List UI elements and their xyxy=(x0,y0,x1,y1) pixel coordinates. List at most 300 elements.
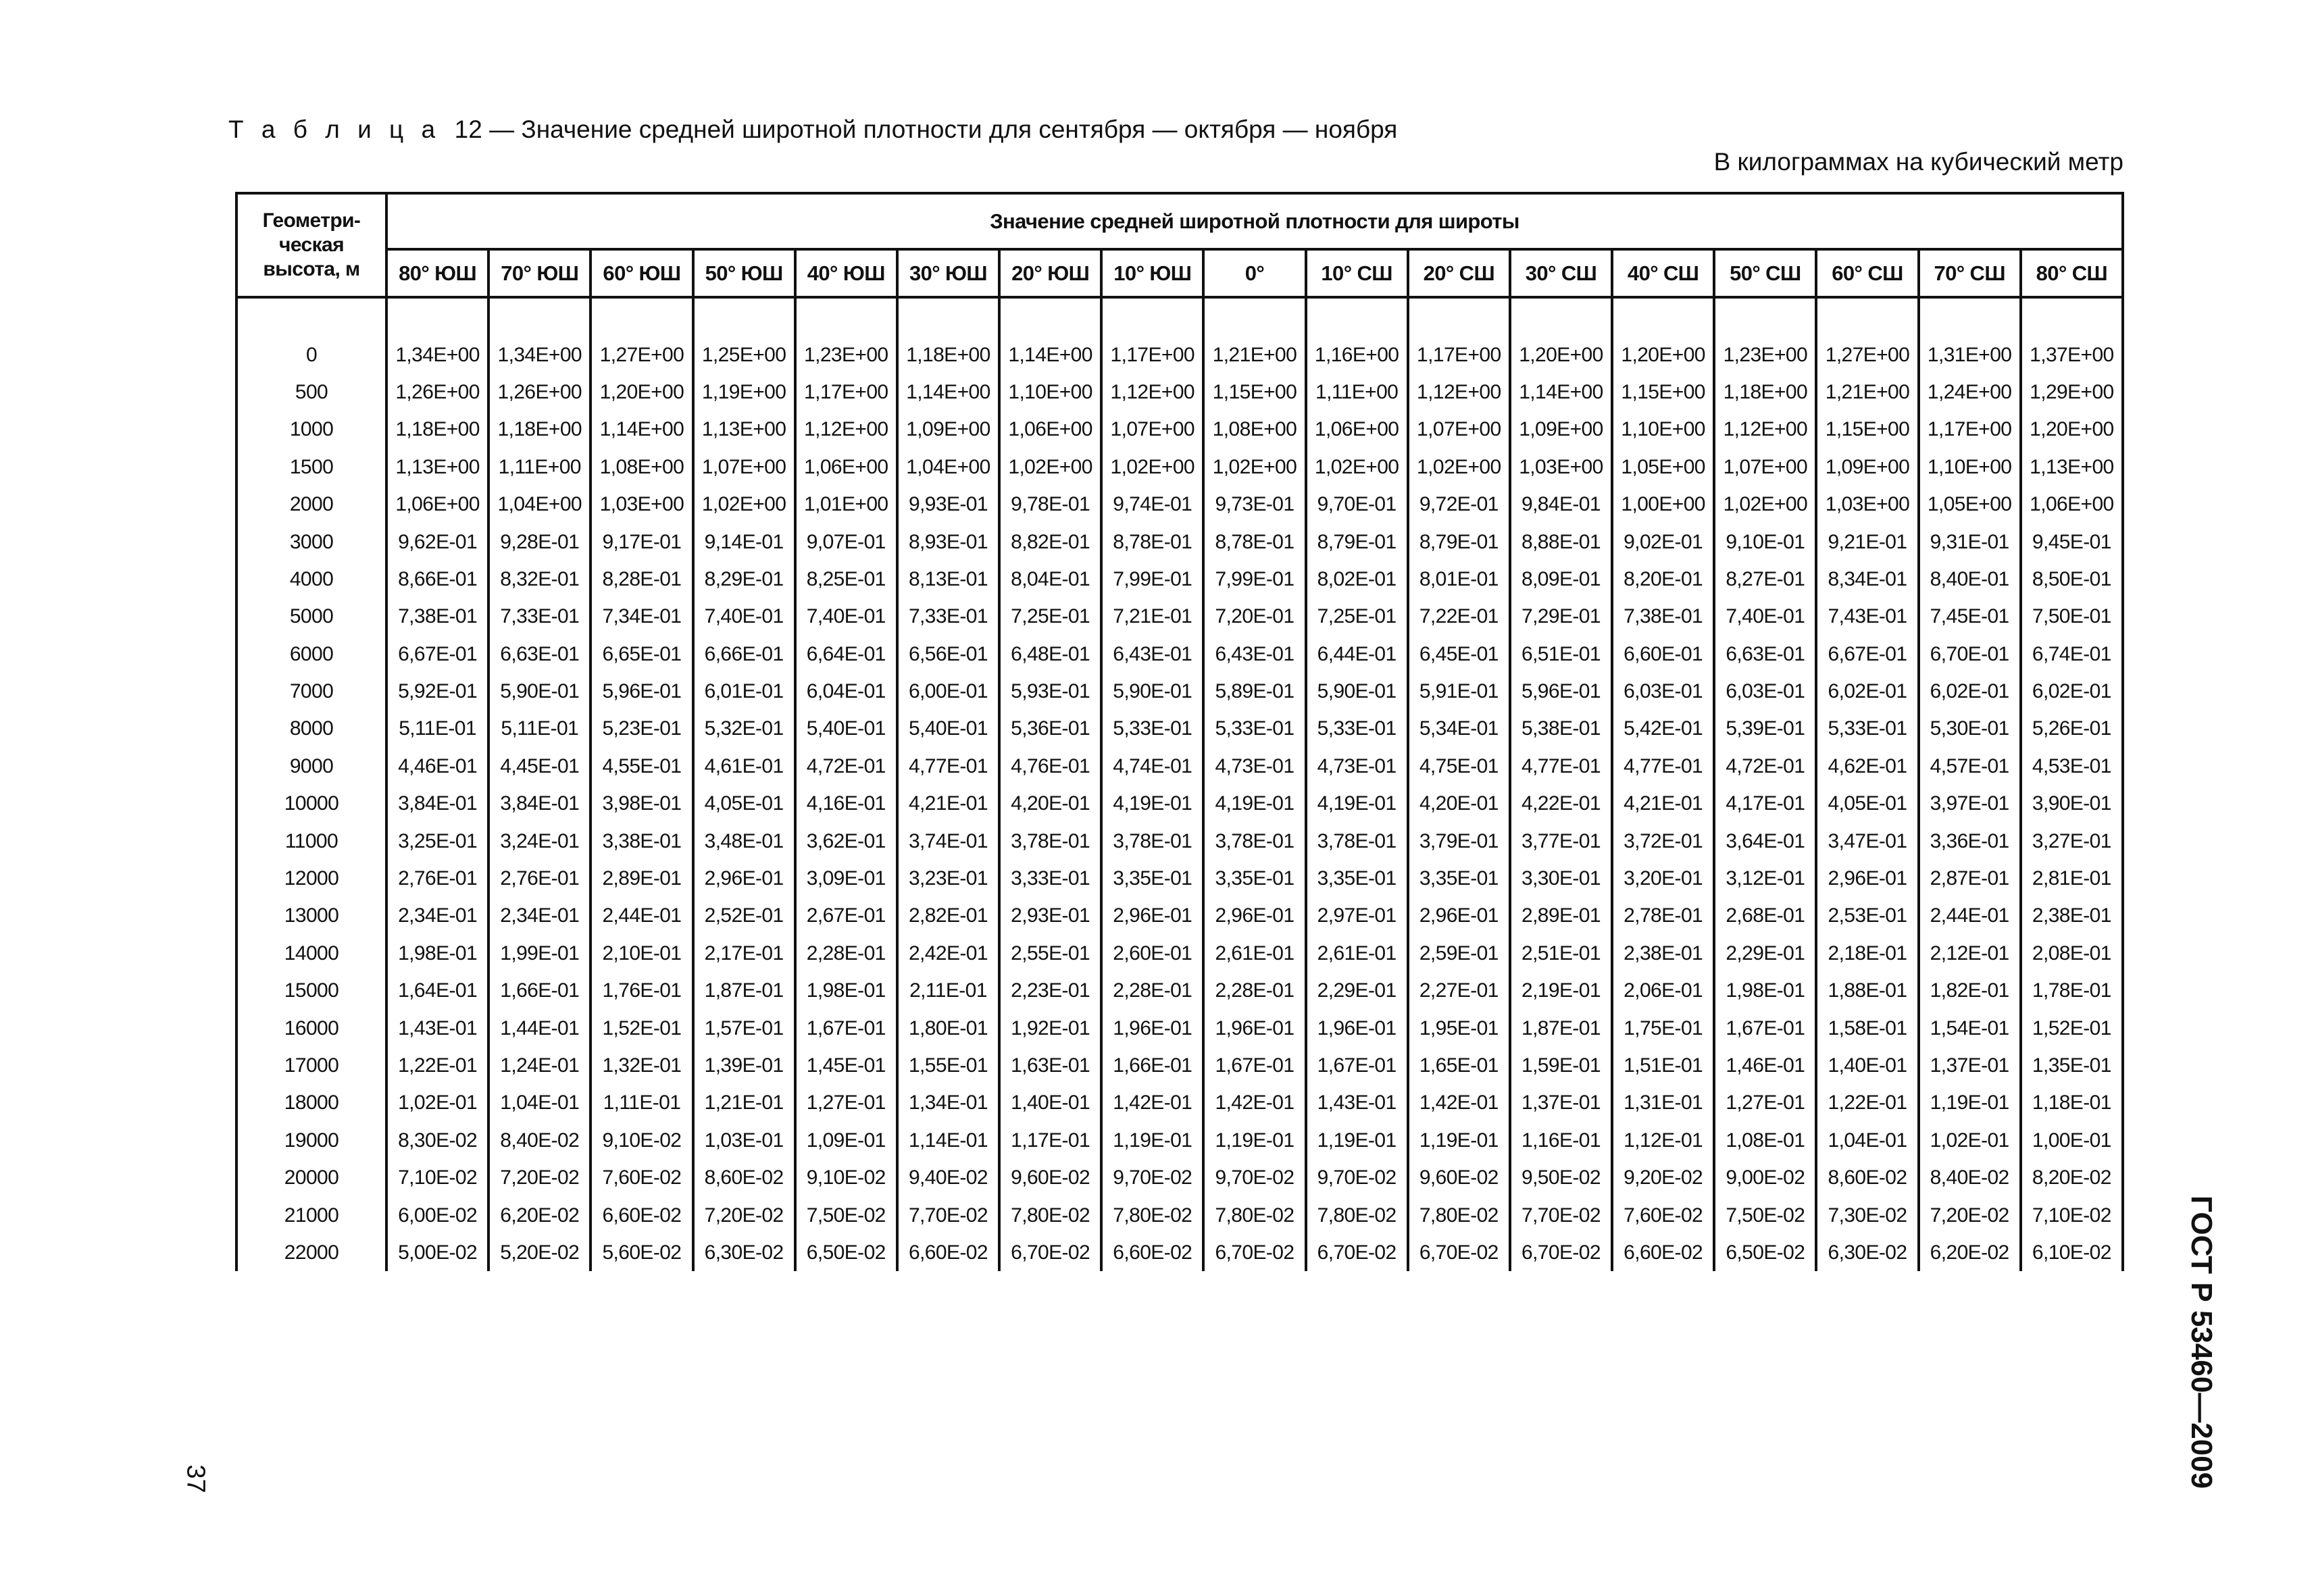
density-cell: 8,40E-02 xyxy=(1919,1159,2021,1196)
density-cell: 2,42E-01 xyxy=(897,935,999,972)
density-cell: 2,38E-01 xyxy=(2021,897,2123,934)
density-cell: 6,67E-01 xyxy=(1816,636,1918,673)
density-cell: 6,56E-01 xyxy=(897,636,999,673)
density-cell: 1,15E+00 xyxy=(1203,374,1305,411)
density-cell: 7,30E-02 xyxy=(1816,1196,1918,1233)
density-cell: 5,00E-02 xyxy=(386,1234,488,1271)
density-cell: 1,12E-01 xyxy=(1612,1122,1714,1159)
height-cell: 16000 xyxy=(236,1009,386,1046)
density-cell: 6,48E-01 xyxy=(999,636,1101,673)
density-cell: 2,18E-01 xyxy=(1816,935,1918,972)
density-cell: 1,31E+00 xyxy=(1919,336,2021,373)
table-body xyxy=(236,297,2123,1271)
density-cell: 6,03E-01 xyxy=(1612,673,1714,710)
density-cell: 8,32E-01 xyxy=(488,561,590,598)
density-cell: 1,18E+00 xyxy=(488,411,590,448)
density-cell: 3,78E-01 xyxy=(1203,822,1305,859)
density-cell: 1,09E-01 xyxy=(795,1122,897,1159)
density-cell: 1,07E+00 xyxy=(693,448,795,486)
density-cell: 5,11E-01 xyxy=(386,710,488,747)
density-cell: 1,07E+00 xyxy=(1408,411,1510,448)
gap-cell xyxy=(1919,297,2021,336)
density-cell: 7,80E-02 xyxy=(1203,1196,1305,1233)
density-cell: 7,20E-02 xyxy=(693,1196,795,1233)
density-cell: 5,26E-01 xyxy=(2021,710,2123,747)
height-cell: 2000 xyxy=(236,486,386,523)
density-cell: 6,60E-02 xyxy=(1101,1234,1203,1271)
density-cell: 9,10E-02 xyxy=(795,1159,897,1196)
density-cell: 6,01E-01 xyxy=(693,673,795,710)
density-cell: 2,12E-01 xyxy=(1919,935,2021,972)
density-cell: 1,06E+00 xyxy=(999,411,1101,448)
density-cell: 1,98E-01 xyxy=(795,972,897,1009)
height-cell: 1000 xyxy=(236,411,386,448)
density-cell: 1,34E-01 xyxy=(897,1084,999,1121)
density-cell: 1,04E-01 xyxy=(488,1084,590,1121)
density-cell: 1,19E-01 xyxy=(1101,1122,1203,1159)
density-cell: 3,79E-01 xyxy=(1408,822,1510,859)
density-cell: 1,10E+00 xyxy=(1919,448,2021,486)
density-cell: 1,04E+00 xyxy=(897,448,999,486)
density-cell: 6,70E-01 xyxy=(1919,636,2021,673)
density-cell: 8,13E-01 xyxy=(897,561,999,598)
gap-cell xyxy=(1612,297,1714,336)
density-cell: 2,87E-01 xyxy=(1919,860,2021,897)
density-cell: 1,14E-01 xyxy=(897,1122,999,1159)
density-cell: 8,40E-02 xyxy=(488,1122,590,1159)
density-cell: 1,34E+00 xyxy=(488,336,590,373)
density-cell: 1,05E+00 xyxy=(1919,486,2021,523)
density-cell: 6,44E-01 xyxy=(1306,636,1408,673)
density-cell: 9,00E-02 xyxy=(1714,1159,1816,1196)
density-cell: 2,93E-01 xyxy=(999,897,1101,934)
density-cell: 1,12E+00 xyxy=(1101,374,1203,411)
density-cell: 1,37E+00 xyxy=(2021,336,2123,373)
density-cell: 1,03E+00 xyxy=(1510,448,1612,486)
density-cell: 2,60E-01 xyxy=(1101,935,1203,972)
density-cell: 1,88E-01 xyxy=(1816,972,1918,1009)
density-cell: 3,72E-01 xyxy=(1612,822,1714,859)
height-cell: 15000 xyxy=(236,972,386,1009)
density-cell: 1,24E-01 xyxy=(488,1047,590,1084)
density-cell: 2,10E-01 xyxy=(590,935,693,972)
density-cell: 5,90E-01 xyxy=(1101,673,1203,710)
density-cell: 1,27E+00 xyxy=(590,336,693,373)
density-cell: 2,34E-01 xyxy=(386,897,488,934)
table-row xyxy=(236,448,2123,486)
latitude-header: 30° ЮШ xyxy=(897,249,999,297)
density-cell: 1,67E-01 xyxy=(795,1009,897,1046)
density-cell: 9,31E-01 xyxy=(1919,523,2021,560)
density-cell: 7,25E-01 xyxy=(1306,598,1408,635)
density-cell: 2,61E-01 xyxy=(1203,935,1305,972)
table-row xyxy=(236,486,2123,523)
density-cell: 1,04E+00 xyxy=(488,486,590,523)
density-cell: 3,78E-01 xyxy=(999,822,1101,859)
height-cell: 3000 xyxy=(236,523,386,560)
gap-cell xyxy=(1101,297,1203,336)
density-cell: 3,77E-01 xyxy=(1510,822,1612,859)
table-row xyxy=(236,411,2123,448)
height-cell: 12000 xyxy=(236,860,386,897)
table-row xyxy=(236,336,2123,373)
caption-text: 12 — Значение средней широтной плотности для сентября — октября — ноября xyxy=(454,115,1398,143)
density-cell: 3,47E-01 xyxy=(1816,822,1918,859)
density-cell: 1,14E+00 xyxy=(897,374,999,411)
density-cell: 8,09E-01 xyxy=(1510,561,1612,598)
latitude-header: 40° ЮШ xyxy=(795,249,897,297)
density-cell: 2,89E-01 xyxy=(590,860,693,897)
density-cell: 9,50E-02 xyxy=(1510,1159,1612,1196)
density-cell: 1,87E-01 xyxy=(1510,1009,1612,1046)
density-cell: 4,46E-01 xyxy=(386,748,488,785)
density-cell: 1,08E+00 xyxy=(1203,411,1305,448)
density-cell: 4,05E-01 xyxy=(693,785,795,822)
density-cell: 4,20E-01 xyxy=(999,785,1101,822)
density-cell: 3,27E-01 xyxy=(2021,822,2123,859)
density-cell: 1,04E-01 xyxy=(1816,1122,1918,1159)
density-cell: 5,11E-01 xyxy=(488,710,590,747)
density-cell: 9,84E-01 xyxy=(1510,486,1612,523)
density-cell: 5,32E-01 xyxy=(693,710,795,747)
density-cell: 2,08E-01 xyxy=(2021,935,2123,972)
latitude-header: 70° СШ xyxy=(1919,249,2021,297)
density-cell: 5,30E-01 xyxy=(1919,710,2021,747)
density-cell: 8,29E-01 xyxy=(693,561,795,598)
density-cell: 1,18E-01 xyxy=(2021,1084,2123,1121)
density-cell: 4,75E-01 xyxy=(1408,748,1510,785)
density-cell: 7,80E-02 xyxy=(1101,1196,1203,1233)
height-cell: 22000 xyxy=(236,1234,386,1271)
density-cell: 1,20E+00 xyxy=(1510,336,1612,373)
density-cell: 1,82E-01 xyxy=(1919,972,2021,1009)
density-cell: 7,33E-01 xyxy=(488,598,590,635)
density-cell: 7,20E-02 xyxy=(1919,1196,2021,1233)
table-row xyxy=(236,1009,2123,1046)
density-cell: 6,70E-02 xyxy=(1203,1234,1305,1271)
density-cell: 1,01E+00 xyxy=(795,486,897,523)
density-cell: 7,40E-01 xyxy=(693,598,795,635)
table-caption xyxy=(228,115,1397,145)
height-cell: 500 xyxy=(236,374,386,411)
density-cell: 4,72E-01 xyxy=(795,748,897,785)
height-cell: 6000 xyxy=(236,636,386,673)
density-cell: 2,29E-01 xyxy=(1306,972,1408,1009)
table-row xyxy=(236,636,2123,673)
density-cell: 1,22E-01 xyxy=(1816,1084,1918,1121)
density-cell: 4,19E-01 xyxy=(1203,785,1305,822)
density-cell: 2,11E-01 xyxy=(897,972,999,1009)
density-cell: 1,42E-01 xyxy=(1101,1084,1203,1121)
density-cell: 2,51E-01 xyxy=(1510,935,1612,972)
density-cell: 7,60E-02 xyxy=(590,1159,693,1196)
density-cell: 1,75E-01 xyxy=(1612,1009,1714,1046)
density-cell: 3,36E-01 xyxy=(1919,822,2021,859)
density-cell: 6,02E-01 xyxy=(2021,673,2123,710)
gap-cell xyxy=(488,297,590,336)
density-cell: 4,21E-01 xyxy=(897,785,999,822)
density-cell: 7,40E-01 xyxy=(1714,598,1816,635)
density-cell: 1,64E-01 xyxy=(386,972,488,1009)
density-cell: 1,34E+00 xyxy=(386,336,488,373)
density-cell: 7,38E-01 xyxy=(1612,598,1714,635)
density-cell: 2,53E-01 xyxy=(1816,897,1918,934)
density-cell: 1,18E+00 xyxy=(897,336,999,373)
density-cell: 1,16E+00 xyxy=(1306,336,1408,373)
density-cell: 8,20E-01 xyxy=(1612,561,1714,598)
density-cell: 1,07E+00 xyxy=(1714,448,1816,486)
latitude-group-header: Значение средней широтной плотности для широты xyxy=(386,193,2123,249)
density-cell: 8,66E-01 xyxy=(386,561,488,598)
density-cell: 1,96E-01 xyxy=(1101,1009,1203,1046)
density-cell: 6,64E-01 xyxy=(795,636,897,673)
density-cell: 9,21E-01 xyxy=(1816,523,1918,560)
page-number: 37 xyxy=(181,1464,210,1493)
density-cell: 6,67E-01 xyxy=(386,636,488,673)
density-cell: 6,20E-02 xyxy=(488,1196,590,1233)
density-cell: 2,81E-01 xyxy=(2021,860,2123,897)
density-cell: 3,35E-01 xyxy=(1306,860,1408,897)
density-cell: 7,25E-01 xyxy=(999,598,1101,635)
density-cell: 2,55E-01 xyxy=(999,935,1101,972)
density-cell: 1,15E+00 xyxy=(1816,411,1918,448)
density-cell: 1,18E+00 xyxy=(386,411,488,448)
density-cell: 6,51E-01 xyxy=(1510,636,1612,673)
gap-cell xyxy=(897,297,999,336)
density-cell: 1,02E-01 xyxy=(386,1084,488,1121)
density-cell: 5,20E-02 xyxy=(488,1234,590,1271)
density-cell: 3,78E-01 xyxy=(1101,822,1203,859)
density-cell: 1,16E-01 xyxy=(1510,1122,1612,1159)
table-row xyxy=(236,561,2123,598)
table-row xyxy=(236,785,2123,822)
density-cell: 5,92E-01 xyxy=(386,673,488,710)
density-cell: 8,82E-01 xyxy=(999,523,1101,560)
density-cell: 1,98E-01 xyxy=(1714,972,1816,1009)
table-row xyxy=(236,1159,2123,1196)
density-cell: 8,78E-01 xyxy=(1203,523,1305,560)
height-cell: 5000 xyxy=(236,598,386,635)
density-cell: 1,19E-01 xyxy=(1203,1122,1305,1159)
density-cell: 7,40E-01 xyxy=(795,598,897,635)
height-cell: 9000 xyxy=(236,748,386,785)
latitude-header-row xyxy=(236,249,2123,297)
density-cell: 1,76E-01 xyxy=(590,972,693,1009)
density-cell: 2,27E-01 xyxy=(1408,972,1510,1009)
density-cell: 4,62E-01 xyxy=(1816,748,1918,785)
density-cell: 1,96E-01 xyxy=(1306,1009,1408,1046)
density-cell: 5,34E-01 xyxy=(1408,710,1510,747)
density-cell: 2,96E-01 xyxy=(693,860,795,897)
density-cell: 9,70E-01 xyxy=(1306,486,1408,523)
gap-cell xyxy=(1510,297,1612,336)
table-row xyxy=(236,1047,2123,1084)
density-cell: 7,33E-01 xyxy=(897,598,999,635)
latitude-header: 10° ЮШ xyxy=(1101,249,1203,297)
latitude-header: 60° ЮШ xyxy=(590,249,693,297)
density-cell: 3,30E-01 xyxy=(1510,860,1612,897)
density-cell: 1,19E-01 xyxy=(1306,1122,1408,1159)
density-cell: 1,26E+00 xyxy=(386,374,488,411)
density-cell: 6,43E-01 xyxy=(1203,636,1305,673)
density-cell: 1,66E-01 xyxy=(488,972,590,1009)
density-cell: 4,21E-01 xyxy=(1612,785,1714,822)
density-cell: 6,70E-02 xyxy=(1510,1234,1612,1271)
density-cell: 4,45E-01 xyxy=(488,748,590,785)
density-cell: 9,14E-01 xyxy=(693,523,795,560)
density-cell: 2,89E-01 xyxy=(1510,897,1612,934)
height-cell: 11000 xyxy=(236,822,386,859)
table-row xyxy=(236,748,2123,785)
density-cell: 8,01E-01 xyxy=(1408,561,1510,598)
density-cell: 6,63E-01 xyxy=(1714,636,1816,673)
density-cell: 4,05E-01 xyxy=(1816,785,1918,822)
density-cell: 5,60E-02 xyxy=(590,1234,693,1271)
density-cell: 3,20E-01 xyxy=(1612,860,1714,897)
table-row xyxy=(236,523,2123,560)
density-cell: 4,53E-01 xyxy=(2021,748,2123,785)
table-row xyxy=(236,1196,2123,1233)
density-cell: 8,79E-01 xyxy=(1408,523,1510,560)
density-cell: 1,58E-01 xyxy=(1816,1009,1918,1046)
density-cell: 3,24E-01 xyxy=(488,822,590,859)
density-cell: 6,60E-01 xyxy=(1612,636,1714,673)
table-row xyxy=(236,822,2123,859)
density-cell: 3,25E-01 xyxy=(386,822,488,859)
density-cell: 7,60E-02 xyxy=(1612,1196,1714,1233)
density-cell: 8,40E-01 xyxy=(1919,561,2021,598)
density-cell: 1,13E+00 xyxy=(693,411,795,448)
density-cell: 2,68E-01 xyxy=(1714,897,1816,934)
density-cell: 1,15E+00 xyxy=(1612,374,1714,411)
density-cell: 6,45E-01 xyxy=(1408,636,1510,673)
gap-cell xyxy=(236,297,386,336)
density-cell: 1,23E+00 xyxy=(1714,336,1816,373)
density-cell: 1,29E+00 xyxy=(2021,374,2123,411)
density-cell: 7,70E-02 xyxy=(897,1196,999,1233)
density-cell: 7,20E-02 xyxy=(488,1159,590,1196)
density-cell: 1,17E+00 xyxy=(1408,336,1510,373)
density-cell: 1,12E+00 xyxy=(1408,374,1510,411)
density-cell: 2,96E-01 xyxy=(1101,897,1203,934)
density-cell: 1,17E+00 xyxy=(1101,336,1203,373)
density-cell: 1,23E+00 xyxy=(795,336,897,373)
density-cell: 2,29E-01 xyxy=(1714,935,1816,972)
density-cell: 1,17E+00 xyxy=(1919,411,2021,448)
gap-cell xyxy=(2021,297,2123,336)
density-cell: 7,10E-02 xyxy=(2021,1196,2123,1233)
caption-label: Т а б л и ц а xyxy=(228,115,441,143)
table-header xyxy=(236,193,2123,297)
density-cell: 1,20E+00 xyxy=(1612,336,1714,373)
table-row xyxy=(236,374,2123,411)
density-cell: 1,03E+00 xyxy=(1816,486,1918,523)
height-cell: 18000 xyxy=(236,1084,386,1121)
density-cell: 4,74E-01 xyxy=(1101,748,1203,785)
density-cell: 1,40E-01 xyxy=(999,1084,1101,1121)
density-cell: 5,36E-01 xyxy=(999,710,1101,747)
density-cell: 8,78E-01 xyxy=(1101,523,1203,560)
gap-cell xyxy=(1408,297,1510,336)
density-cell: 5,89E-01 xyxy=(1203,673,1305,710)
density-cell: 4,61E-01 xyxy=(693,748,795,785)
density-cell: 7,80E-02 xyxy=(1306,1196,1408,1233)
density-cell: 1,03E-01 xyxy=(693,1122,795,1159)
density-cell: 6,60E-02 xyxy=(897,1234,999,1271)
gap-cell xyxy=(386,297,488,336)
density-cell: 3,35E-01 xyxy=(1101,860,1203,897)
latitude-header: 50° СШ xyxy=(1714,249,1816,297)
density-cell: 7,22E-01 xyxy=(1408,598,1510,635)
density-cell: 1,13E+00 xyxy=(2021,448,2123,486)
density-cell: 1,17E-01 xyxy=(999,1122,1101,1159)
latitude-header: 10° СШ xyxy=(1306,249,1408,297)
density-cell: 9,20E-02 xyxy=(1612,1159,1714,1196)
density-cell: 2,97E-01 xyxy=(1306,897,1408,934)
density-cell: 1,19E+00 xyxy=(693,374,795,411)
document-code: ГОСТ Р 53460—2009 xyxy=(2185,1195,2218,1489)
gap-cell xyxy=(1306,297,1408,336)
density-cell: 1,10E+00 xyxy=(1612,411,1714,448)
density-cell: 5,42E-01 xyxy=(1612,710,1714,747)
density-cell: 2,38E-01 xyxy=(1612,935,1714,972)
density-cell: 7,34E-01 xyxy=(590,598,693,635)
density-cell: 5,33E-01 xyxy=(1101,710,1203,747)
density-cell: 1,67E-01 xyxy=(1203,1047,1305,1084)
density-cell: 3,97E-01 xyxy=(1919,785,2021,822)
density-cell: 4,19E-01 xyxy=(1101,785,1203,822)
latitude-header: 50° ЮШ xyxy=(693,249,795,297)
density-cell: 1,19E-01 xyxy=(1408,1122,1510,1159)
density-cell: 2,28E-01 xyxy=(1203,972,1305,1009)
density-cell: 7,70E-02 xyxy=(1510,1196,1612,1233)
density-cell: 4,20E-01 xyxy=(1408,785,1510,822)
density-cell: 1,14E+00 xyxy=(590,411,693,448)
density-cell: 4,72E-01 xyxy=(1714,748,1816,785)
latitude-header: 40° СШ xyxy=(1612,249,1714,297)
height-header-line-2: ческая xyxy=(279,234,344,256)
density-cell: 5,33E-01 xyxy=(1203,710,1305,747)
table-row xyxy=(236,673,2123,710)
density-cell: 1,21E+00 xyxy=(1816,374,1918,411)
density-cell: 8,88E-01 xyxy=(1510,523,1612,560)
density-cell: 1,67E-01 xyxy=(1306,1047,1408,1084)
table-row xyxy=(236,897,2123,934)
density-cell: 2,67E-01 xyxy=(795,897,897,934)
density-cell: 4,73E-01 xyxy=(1203,748,1305,785)
latitude-header: 20° ЮШ xyxy=(999,249,1101,297)
density-cell: 1,98E-01 xyxy=(386,935,488,972)
density-cell: 4,17E-01 xyxy=(1714,785,1816,822)
density-cell: 1,43E-01 xyxy=(1306,1084,1408,1121)
gap-cell xyxy=(999,297,1101,336)
density-cell: 3,23E-01 xyxy=(897,860,999,897)
table-row xyxy=(236,935,2123,972)
latitude-header: 80° ЮШ xyxy=(386,249,488,297)
density-cell: 1,06E+00 xyxy=(1306,411,1408,448)
height-cell: 20000 xyxy=(236,1159,386,1196)
density-cell: 5,39E-01 xyxy=(1714,710,1816,747)
density-cell: 1,59E-01 xyxy=(1510,1047,1612,1084)
density-cell: 5,40E-01 xyxy=(897,710,999,747)
density-cell: 3,78E-01 xyxy=(1306,822,1408,859)
gap-cell xyxy=(1203,297,1305,336)
density-cell: 2,59E-01 xyxy=(1408,935,1510,972)
density-cell: 1,11E+00 xyxy=(488,448,590,486)
density-cell: 2,61E-01 xyxy=(1306,935,1408,972)
density-cell: 1,63E-01 xyxy=(999,1047,1101,1084)
latitude-header: 60° СШ xyxy=(1816,249,1918,297)
